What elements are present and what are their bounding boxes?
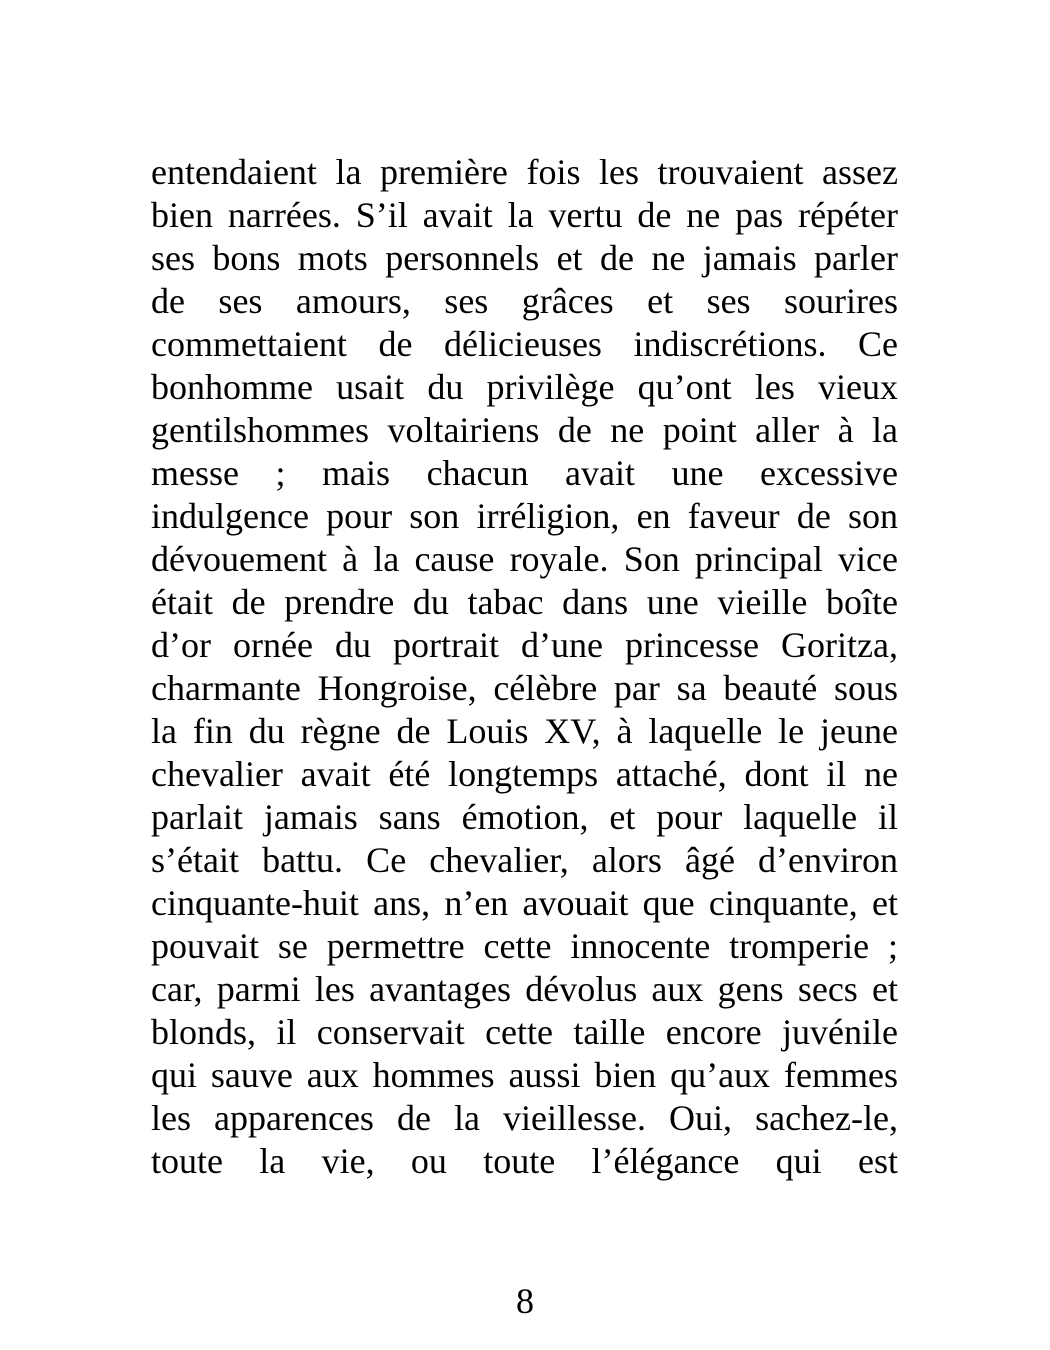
text-line: bien narrées. S’il avait la vertu de ne pas répéter: [151, 195, 898, 235]
text-line: de ses amours, ses grâces et ses sourires: [151, 281, 898, 321]
text-line: indulgence pour son irréligion, en faveur de son: [151, 496, 898, 536]
text-line: messe ; mais chacun avait une excessive: [151, 453, 898, 493]
body-text: [151, 151, 898, 1183]
text-line: ses bons mots personnels et de ne jamais parler: [151, 238, 898, 278]
text-line: blonds, il conservait cette taille encore juvénile: [151, 1012, 898, 1052]
text-line: parlait jamais sans émotion, et pour laquelle il: [151, 797, 898, 837]
text-line: pouvait se permettre cette innocente tromperie ;: [151, 926, 898, 966]
text-line: s’était battu. Ce chevalier, alors âgé d’environ: [151, 840, 898, 880]
text-line: commettaient de délicieuses indiscrétions. Ce: [151, 324, 898, 364]
text-line: gentilshommes voltairiens de ne point aller à la: [151, 410, 898, 450]
text-line: la fin du règne de Louis XV, à laquelle le jeune: [151, 711, 898, 751]
text-line: car, parmi les avantages dévolus aux gens secs et: [151, 969, 898, 1009]
text-line: chevalier avait été longtemps attaché, dont il ne: [151, 754, 898, 794]
text-line: d’or ornée du portrait d’une princesse Goritza,: [151, 625, 898, 665]
page-number: 8: [516, 1281, 534, 1321]
text-line: toute la vie, ou toute l’élégance qui est: [151, 1141, 898, 1181]
text-line: bonhomme usait du privilège qu’ont les vieux: [151, 367, 898, 407]
text-line: cinquante-huit ans, n’en avouait que cinquante, et: [151, 883, 898, 923]
text-line: était de prendre du tabac dans une vieille boîte: [151, 582, 898, 622]
text-line: qui sauve aux hommes aussi bien qu’aux femmes: [151, 1055, 898, 1095]
text-line: entendaient la première fois les trouvaient assez: [151, 152, 898, 192]
text-line: dévouement à la cause royale. Son principal vice: [151, 539, 898, 579]
text-line: charmante Hongroise, célèbre par sa beauté sous: [151, 668, 898, 708]
text-line: les apparences de la vieillesse. Oui, sachez-le,: [151, 1098, 898, 1138]
